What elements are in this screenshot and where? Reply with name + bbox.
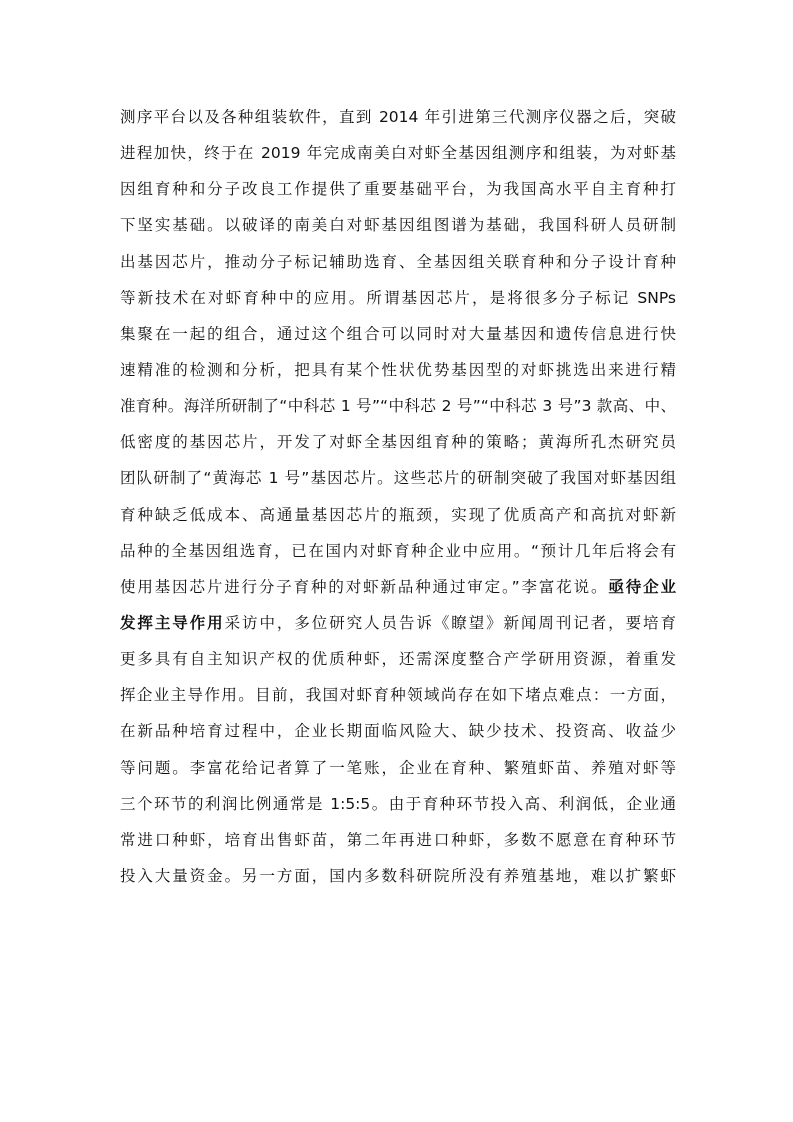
text-line-16: 更多具有自主知识产权的优质种虾，还需深度整合产学研用资源，着重发: [120, 650, 676, 669]
text-line-8: 速精准的检测和分析，把具有某个性状优势基因型的对虾挑选出来进行精: [120, 360, 676, 379]
section-heading-part-2: 发挥主导作用: [120, 613, 225, 632]
text-line-1: 测序平台以及各种组装软件，直到 2014 年引进第三代测序仪器之后，突破: [120, 108, 676, 126]
text-line-10: 低密度的基因芯片，开发了对虾全基因组育种的策略；黄海所孔杰研究员: [120, 433, 676, 452]
text-line-21: 常进口种虾，培育出售虾苗，第二年再进口种虾，多数不愿意在育种环节: [120, 830, 676, 849]
text-line-2: 进程加快，终于在 2019 年完成南美白对虾全基因组测序和组装，为对虾基: [120, 144, 676, 163]
text-line-22: 投入大量资金。另一方面，国内多数科研院所没有养殖基地，难以扩繁虾: [120, 866, 676, 885]
text-line-14: [120, 569, 676, 605]
text-line-6: 等新技术在对虾育种中的应用。所谓基因芯片，是将很多分子标记 SNPs: [120, 288, 676, 307]
text-line-13: 品种的全基因组选育，已在国内对虾育种企业中应用。“预计几年后将会有: [120, 541, 676, 560]
article-body: [120, 99, 676, 894]
text-line-20: 三个环节的利润比例通常是 1:5:5。由于育种环节投入高、利润低，企业通: [120, 794, 676, 813]
text-line-9: 准育种。海洋所研制了“中科芯 1 号”“中科芯 2 号”“中科芯 3 号”3 款高、中、: [120, 397, 676, 416]
text-line-15: [120, 605, 676, 641]
text-line-14-body: 使用基因芯片进行分子育种的对虾新品种通过审定。”李富花说。: [120, 577, 609, 596]
text-line-18: 在新品种培育过程中，企业长期面临风险大、缺少技术、投资高、收益少: [120, 722, 676, 741]
text-line-5: 出基因芯片，推动分子标记辅助选育、全基因组关联育种和分子设计育种: [120, 252, 676, 271]
text-line-11: 团队研制了“黄海芯 1 号”基因芯片。这些芯片的研制突破了我国对虾基因组: [120, 469, 676, 488]
text-line-7: 集聚在一起的组合，通过这个组合可以同时对大量基因和遗传信息进行快: [120, 324, 676, 343]
text-line-15-body: 采访中，多位研究人员告诉《瞭望》新闻周刊记者，要培育: [224, 613, 676, 632]
text-line-19: 等问题。李富花给记者算了一笔账，企业在育种、繁殖虾苗、养殖对虾等: [120, 758, 676, 777]
text-line-12: 育种缺乏低成本、高通量基因芯片的瓶颈，实现了优质高产和高抗对虾新: [120, 505, 676, 524]
text-line-17: 挥企业主导作用。目前，我国对虾育种领域尚存在如下堵点难点：一方面，: [120, 686, 676, 705]
section-heading-part-1: 亟待企业: [608, 577, 676, 596]
text-line-4: 下坚实基础。以破译的南美白对虾基因组图谱为基础，我国科研人员研制: [120, 216, 676, 235]
text-line-3: 因组育种和分子改良工作提供了重要基础平台，为我国高水平自主育种打: [120, 180, 676, 199]
